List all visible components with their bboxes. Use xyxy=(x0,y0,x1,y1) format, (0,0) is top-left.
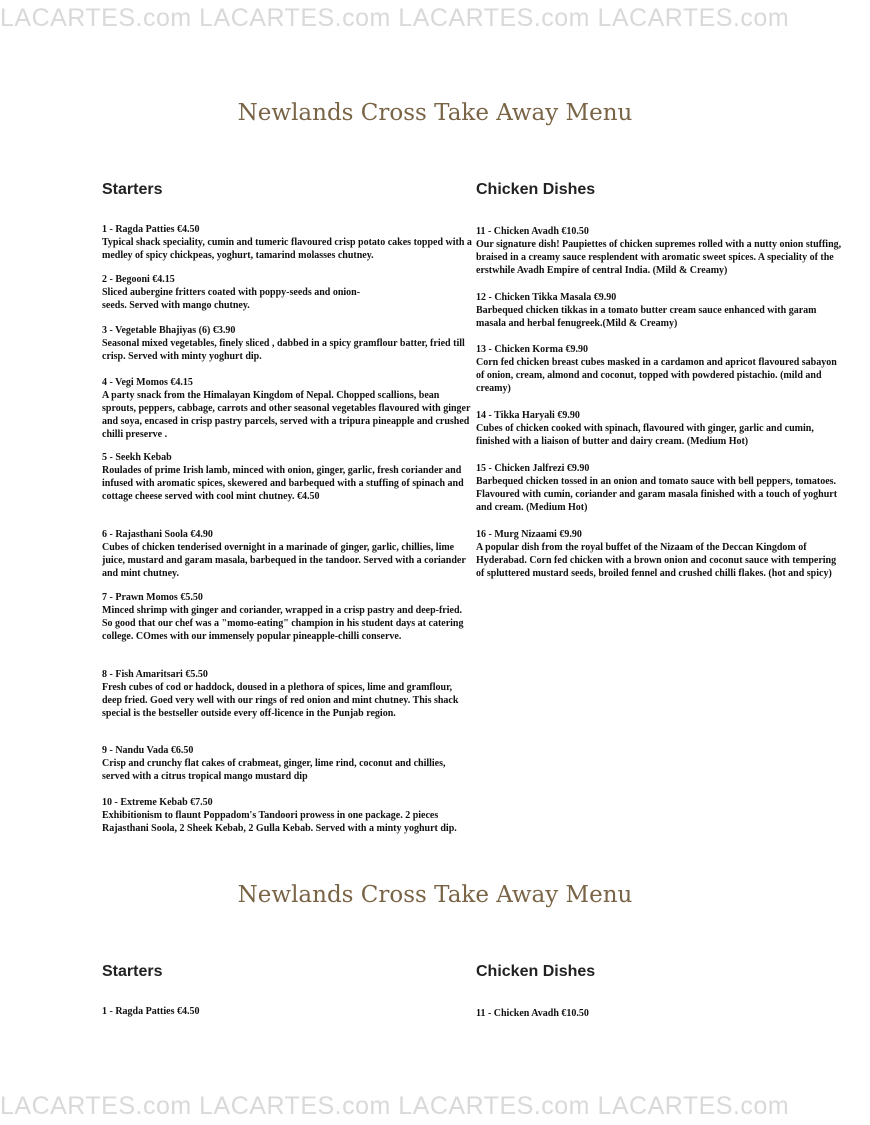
item-description: Minced shrimp with ginger and coriander, wrapped in a crisp pastry and deep-fried. So good that our chef was a "momo-eating" champion in his student days at catering college. COmes with our immensely popular pineapple-chilli conserve. xyxy=(102,605,464,642)
starters-heading-2: Starters xyxy=(102,963,163,980)
starters-item-3 xyxy=(102,324,474,363)
item-name: 12 - Chicken Tikka Masala €9.90 xyxy=(476,292,617,303)
chicken-item-16 xyxy=(476,528,846,580)
item-description: Cubes of chicken cooked with spinach, flavoured with ginger, garlic and cumin, finished with a liaison of butter and dairy cream. (Medium Hot) xyxy=(476,423,814,447)
item-description: Barbequed chicken tikkas in a tomato butter cream sauce enhanced with garam masala and herbal fenugreek.(Mild & Creamy) xyxy=(476,305,817,329)
item-description: Corn fed chicken breast cubes masked in a cardamon and apricot flavoured sabayon of onion, cream, almond and coconut, topped with powdered pistachio. (mild and creamy) xyxy=(476,357,837,394)
item-name: 9 - Nandu Vada €6.50 xyxy=(102,745,194,756)
item-description: Our signature dish! Paupiettes of chicken supremes rolled with a nutty onion stuffing, braised in a creamy sauce resplendent with aromatic sweet spices. A speciality of the erstwhile Avadh Empire of central India. (Mild & Creamy) xyxy=(476,239,842,276)
chicken-item-14 xyxy=(476,409,846,448)
starters-item-8 xyxy=(102,668,474,720)
starters-item-9 xyxy=(102,744,474,783)
item-name: 2 - Begooni €4.15 xyxy=(102,274,175,285)
starters-item-1-p2 xyxy=(102,1005,474,1018)
starters-item-2 xyxy=(102,273,362,312)
watermark-top: LACARTES.com LACARTES.com LACARTES.com LACARTES.com xyxy=(0,4,790,32)
chicken-item-12 xyxy=(476,291,846,330)
chicken-item-11-p2 xyxy=(476,1007,846,1020)
starters-heading: Starters xyxy=(102,181,163,198)
item-name: 14 - Tikka Haryali €9.90 xyxy=(476,410,580,421)
chicken-dishes-heading-2: Chicken Dishes xyxy=(476,963,596,980)
chicken-dishes-heading: Chicken Dishes xyxy=(476,181,596,198)
item-description: Cubes of chicken tenderised overnight in a marinade of ginger, garlic, chillies, lime juice, mustard and garam masala, barbequed in the tandoor. Served with a coriander and mint chutney. xyxy=(102,542,466,579)
chicken-item-11 xyxy=(476,225,846,277)
item-name: 4 - Vegi Momos €4.15 xyxy=(102,377,193,388)
starters-item-10 xyxy=(102,796,474,835)
page-title-2: Newlands Cross Take Away Menu xyxy=(237,882,633,908)
item-description: Fresh cubes of cod or haddock, doused in a plethora of spices, lime and gramflour, deep fried. Goed very well with our rings of red onion and mint chutney. This shack special is the bestseller outside every off-licence in the Punjab region. xyxy=(102,682,459,719)
starters-item-6 xyxy=(102,528,474,580)
item-name: 1 - Ragda Patties €4.50 xyxy=(102,1006,200,1017)
item-name: 6 - Rajasthani Soola €4.90 xyxy=(102,529,213,540)
item-name: 13 - Chicken Korma €9.90 xyxy=(476,344,588,355)
item-name: 11 - Chicken Avadh €10.50 xyxy=(476,226,589,237)
item-name: 15 - Chicken Jalfrezi €9.90 xyxy=(476,463,590,474)
item-description: Seasonal mixed vegetables, finely sliced , dabbed in a spicy gramflour batter, fried till crisp. Served with minty yoghurt dip. xyxy=(102,338,465,362)
watermark-bottom: LACARTES.com LACARTES.com LACARTES.com LACARTES.com xyxy=(0,1092,790,1120)
item-description: Sliced aubergine fritters coated with poppy-seeds and onion-seeds. Served with mango chutney. xyxy=(102,287,361,311)
starters-item-4 xyxy=(102,376,474,441)
item-name: 1 - Ragda Patties €4.50 xyxy=(102,224,200,235)
starters-item-5 xyxy=(102,451,474,503)
item-name: 7 - Prawn Momos €5.50 xyxy=(102,592,203,603)
chicken-item-15 xyxy=(476,462,846,514)
item-name: 16 - Murg Nizaami €9.90 xyxy=(476,529,582,540)
page-title: Newlands Cross Take Away Menu xyxy=(237,100,633,126)
item-description: A popular dish from the royal buffet of the Nizaam of the Deccan Kingdom of Hyderabad. Corn fed chicken with a brown onion and coconut sauce with tempering of spluttered mustard seeds, broiled fennel and crushed chilli flakes. (hot and spicy) xyxy=(476,542,837,579)
chicken-item-13 xyxy=(476,343,846,395)
item-description: Exhibitionism to flaunt Poppadom's Tandoori prowess in one package. 2 pieces Rajasthani Soola, 2 Sheek Kebab, 2 Gulla Kebab. Served with a minty yoghurt dip. xyxy=(102,810,457,834)
item-description: Roulades of prime Irish lamb, minced with onion, ginger, garlic, fresh coriander and infused with aromatic spices, skewered and barbequed with a stuffing of spinach and cottage cheese served with cool mint chutney. €4.50 xyxy=(102,465,464,502)
item-name: 11 - Chicken Avadh €10.50 xyxy=(476,1008,589,1019)
item-description: A party snack from the Himalayan Kingdom of Nepal. Chopped scallions, bean sprouts, peppers, cabbage, carrots and other seasonal vegetables flavoured with ginger and soya, encased in crisp pastry parcels, served with a tripura pineapple and crushed chilli preserve . xyxy=(102,390,471,440)
item-description: Barbequed chicken tossed in an onion and tomato sauce with bell peppers, tomatoes. Flavoured with cumin, coriander and garam masala finished with a touch of yoghurt and cream. (Medium Hot) xyxy=(476,476,838,513)
item-description: Crisp and crunchy flat cakes of crabmeat, ginger, lime rind, coconut and chillies, served with a citrus tropical mango mustard dip xyxy=(102,758,446,782)
item-description: Typical shack speciality, cumin and tumeric flavoured crisp potato cakes topped with a medley of spicy chickpeas, yoghurt, tamarind molasses chutney. xyxy=(102,237,472,261)
item-name: 3 - Vegetable Bhajiyas (6) €3.90 xyxy=(102,325,236,336)
item-name: 10 - Extreme Kebab €7.50 xyxy=(102,797,213,808)
starters-item-7 xyxy=(102,591,474,643)
item-name: 8 - Fish Amaritsari €5.50 xyxy=(102,669,208,680)
item-name: 5 - Seekh Kebab xyxy=(102,452,172,463)
starters-item-1 xyxy=(102,223,474,262)
